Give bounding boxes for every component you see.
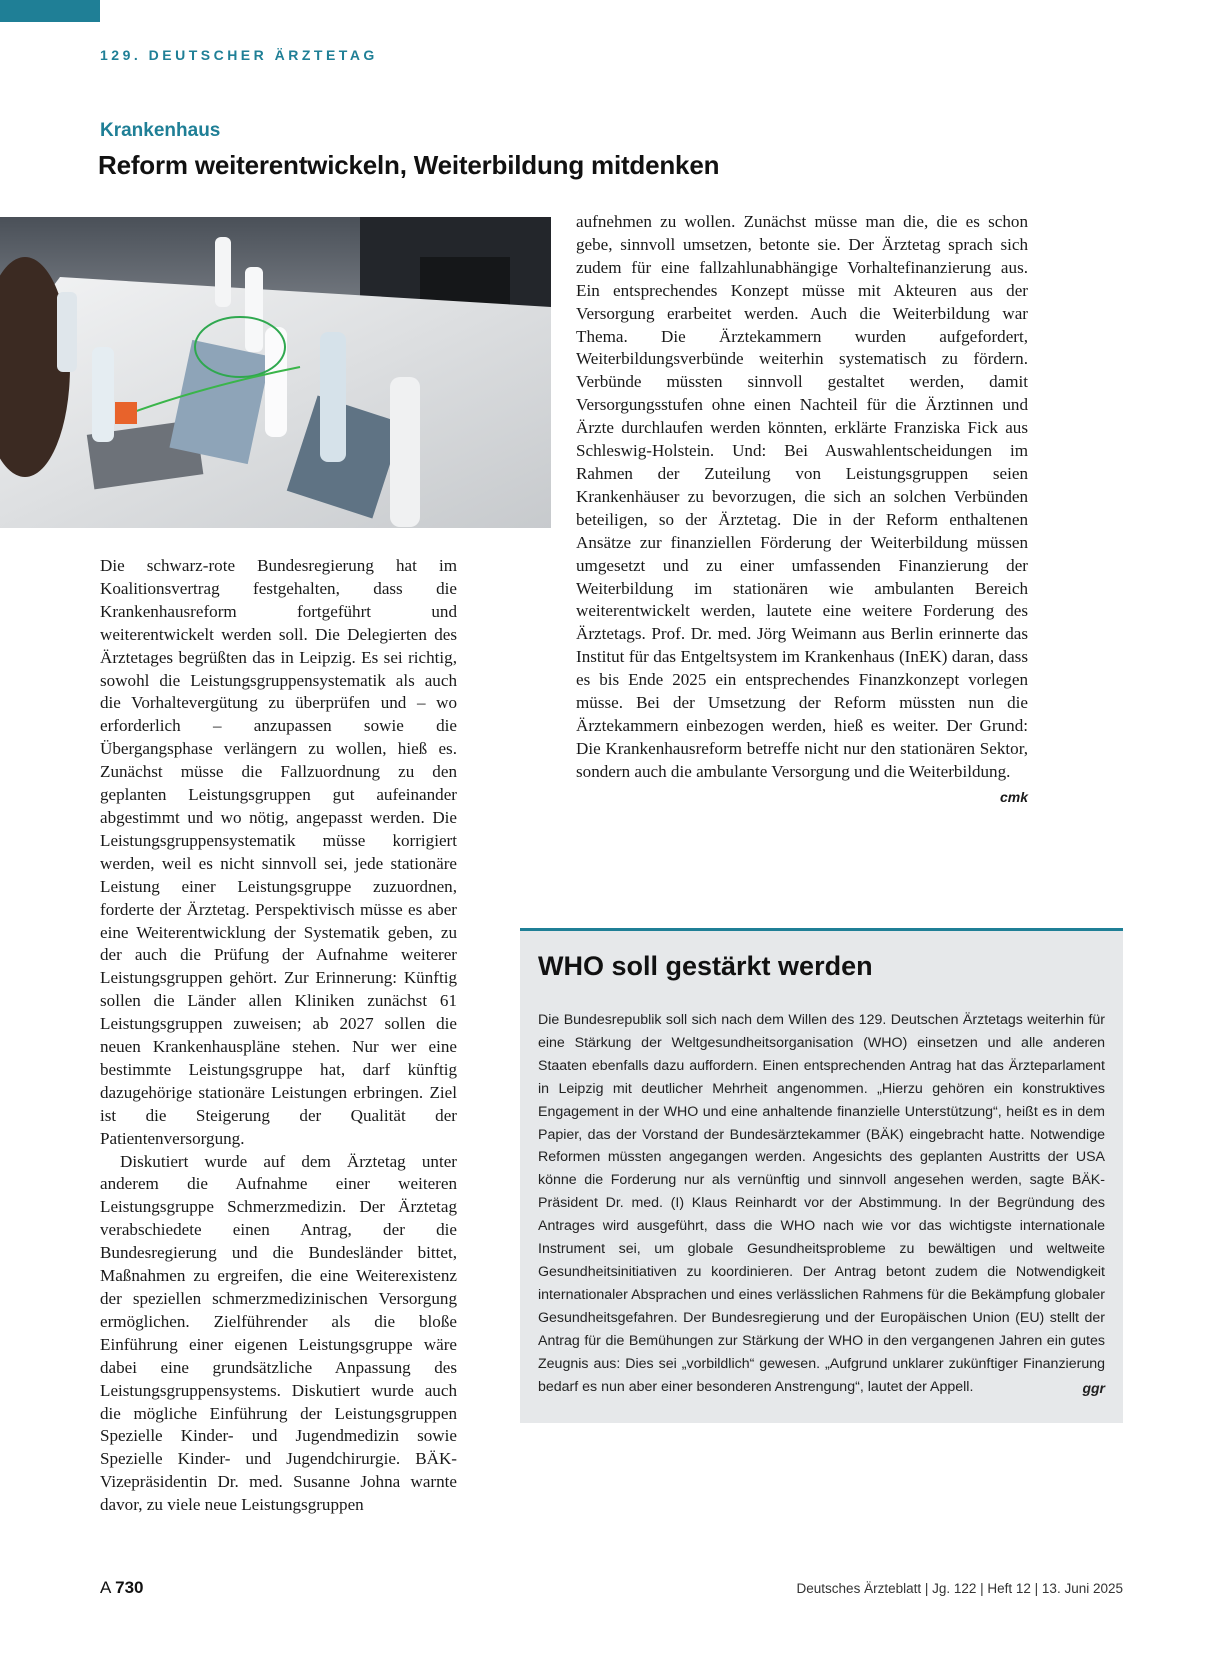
publication-footer: Deutsches Ärzteblatt | Jg. 122 | Heft 12 | 13. Juni 2025 <box>796 1581 1123 1596</box>
article-paragraph: Diskutiert wurde auf dem Ärztetag unter anderem die Aufnahme einer weiteren Leistungsgruppe Schmerzmedizin. Der Ärztetag verabschiedete einen Antrag, der die Bundesregierung und die Bundesländer bittet, Maßnahmen zu ergreifen, die eine Weiterexistenz der speziellen schmerzmedizinischen Versorgung ermöglichen. Zielführender als die bloße Einführung einer eigenen Leistungsgruppe wäre dabei eine grundsätzliche Anpassung des Leistungsgruppensystems. Diskutiert wurde auch die mögliche Einführung der Leistungsgruppen Spezielle Kinder- und Jugendmedizin sowie Spezielle Kinder- und Jugendchirurgie. BÄK-Vizepräsidentin Dr. med. Susanne Johna warnte davor, zu viele neue Leistungsgruppen <box>100 1151 457 1515</box>
who-sidebar-box <box>520 928 1123 1423</box>
article-paragraph: aufnehmen zu wollen. Zunächst müsse man die, die es schon gebe, sinnvoll umsetzen, betonte sie. Der Ärztetag sprach sich zudem für eine fallzahlunabhängige Vorhaltefinanzierung aus. Ein entsprechendes Konzept müsse mit Akteuren aus der Versorgung erarbeitet werden. Auch die Weiterbildung war Thema. Die Ärztekammern wurden aufgefordert, Weiterbildungsverbünde weiterhin systematisch zu fördern. Verbünde müssten sinnvoll gestaltet werden, damit Versorgungsstufen ohne einen Nachteil für die Ärztinnen und Ärzte durchlaufen werden könnten, erklärte Franziska Fick aus Schleswig-Holstein. Und: Bei Auswahlentscheidungen im Rahmen der Zuteilung von Leistungsgruppen seien Krankenhäuser zu bevorzugen, die sich an solchen Verbünden beteiligen, so der Ärztetag. Die in der Reform enthaltenen Ansätze zur finanziellen Förderung der Weiterbildung müssen umgesetzt und zu einer umfassenden Finanzierung der Weiterbildung im stationären wie ambulanten Bereich weiterentwickelt werden, lautete eine weitere Forderung des Ärztetags. Prof. Dr. med. Jörg Weimann aus Berlin erinnerte das Institut für das Entgeltsystem im Krankenhaus (InEK) daran, dass es bis Ende 2025 ein entsprechendes Finanzkonzept vorlegen müsse. Bei der Umsetzung der Reform müssten nun die Ärztekammern einbezogen werden, hieß es weiter. Der Grund: Die Krankenhausreform betreffe nicht nur den stationären Sektor, sondern auch die ambulante Versorgung und die Weiterbildung. <box>576 212 1028 781</box>
article-right-column <box>576 211 1028 809</box>
article-headline: Reform weiterentwickeln, Weiterbildung mitdenken <box>98 150 720 180</box>
article-kicker: Krankenhaus <box>100 120 221 141</box>
page-number <box>100 1578 144 1598</box>
article-author-signature: cmk <box>999 788 1028 805</box>
page-prefix: A <box>100 1578 111 1597</box>
box-author-signature: ggr <box>1082 1379 1105 1396</box>
article-paragraph: Die schwarz-rote Bundesregierung hat im Koalitionsvertrag festgehalten, dass die Krankenhausreform fortgeführt und weiterentwickelt werden soll. Die Delegierten des Ärztetages begrüßten das in Leipzig. Es sei richtig, sowohl die Leistungsgruppensystematik als auch die Vorhaltevergütung zu überprüfen und – wo erforderlich – anzupassen sowie die Übergangsphase verlängern zu wollen, hieß es. Zunächst müsse die Fallzuordnung zu den geplanten Leistungsgruppen gut aufeinander abgestimmt und wo nötig, angepasst werden. Die Leistungsgruppensystematik müsse korrigiert werden, weil es nicht sinnvoll sei, jede stationäre Leistung einer Leistungsgruppe zuzuordnen, forderte der Ärztetag. Perspektivisch müsse es aber eine Weiterentwicklung der Systematik geben, zu der auch die Prüfung der Aufnahme weiterer Leistungsgruppen gehört. Zur Erinnerung: Künftig sollen die Länder allen Kliniken zunächst 61 Leistungsgruppen zuweisen; ab 2027 sollen die neuen Krankenhauspläne stehen. Nur wer eine bestimmte Leistungsgruppe hat, darf künftig dazugehörige stationäre Leistungen erbringen. Ziel ist die Steigerung der Qualität der Patientenversorgung. <box>100 556 457 1148</box>
box-text <box>538 1009 1105 1399</box>
article-left-column <box>100 555 457 1517</box>
running-head: 129. DEUTSCHER ÄRZTETAG <box>100 47 378 63</box>
box-title: WHO soll gestärkt werden <box>538 951 873 981</box>
corner-accent-bar <box>0 0 100 22</box>
article-photo <box>0 217 551 528</box>
page-number-value: 730 <box>115 1578 144 1597</box>
box-paragraph: Die Bundesrepublik soll sich nach dem Willen des 129. Deutschen Ärztetags weiterhin für eine Stärkung der Weltgesundheitsorganisation (WHO) einsetzen und alle anderen Staaten ebenfalls dazu auffordern. Einen entsprechenden Antrag hat das Ärzteparlament in Leipzig mit deutlicher Mehrheit angenommen. „Hierzu gehören ein konstruktives Engagement in der WHO und eine anhaltende finanzielle Unterstützung“, heißt es in dem Papier, das der Vorstand der Bundesärztekammer (BÄK) eingebracht hatte. Notwendige Reformen müssten angegangen werden. Angesichts des geplanten Austritts der USA könne die Forderung nur als vernünftig und sinnvoll angesehen werden, sagte BÄK-Präsident Dr. med. (I) Klaus Reinhardt vor der Abstimmung. In der Begründung des Antrages wird ausgeführt, dass die WHO nach wie vor das wichtigste internationale Instrument sei, um globale Gesundheitsprobleme zu bewältigen und weltweite Gesundheitsinitiativen zu koordinieren. Der Antrag betont zudem die Notwendigkeit internationaler Absprachen und eines verlässlichen Rahmens für die Bekämpfung globaler Gesundheitsgefahren. Der Bundesregierung und der Europäischen Union (EU) stellt der Antrag für die Bemühungen zur Stärkung der WHO in den vergangenen Jahren ein gutes Zeugnis aus: Dies sei „vorbildlich“ gewesen. „Aufgrund unklarer zukünftiger Finanzierung bedarf es nun aber einer besonderen Anstrengung“, lautet der Appell. <box>538 1012 1105 1395</box>
